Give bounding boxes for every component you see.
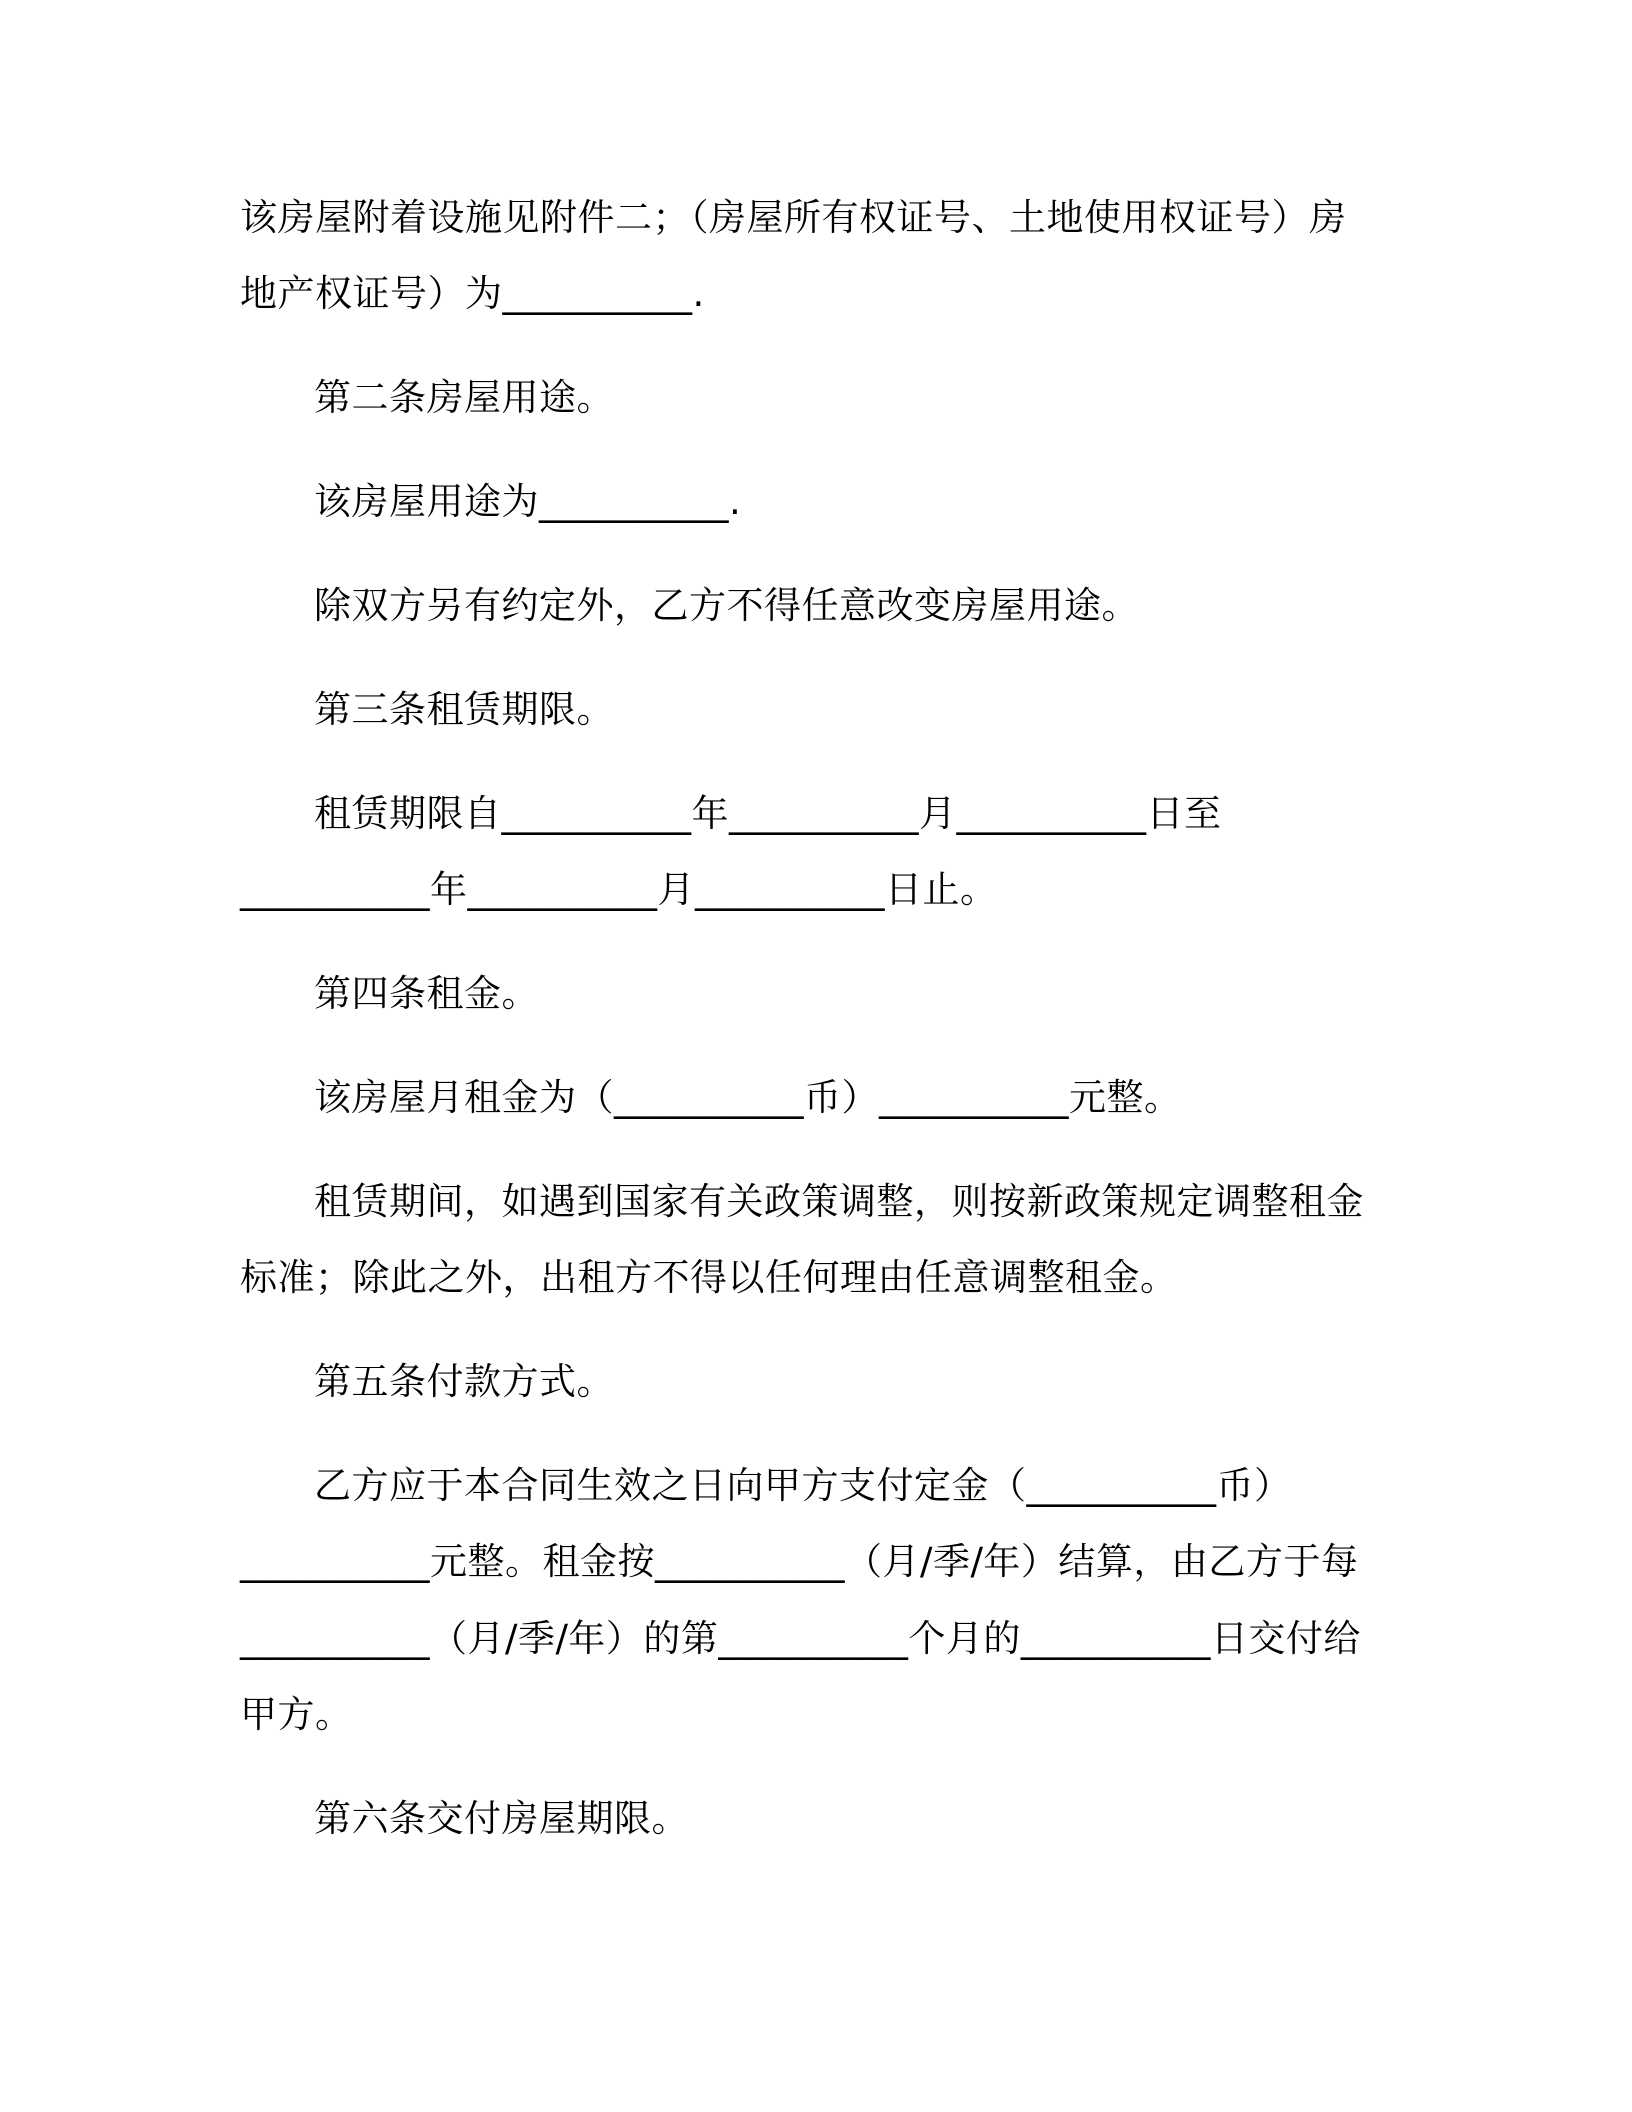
clause-heading: 第三条租赁期限。 xyxy=(314,688,614,731)
text-line: 乙方应于本合同生效之日向甲方支付定金（__________币） xyxy=(314,1464,1292,1507)
text-line: 该房屋用途为__________. xyxy=(314,480,742,523)
text-line: 标准；除此之外，出租方不得以任何理由任意调整租金。 xyxy=(240,1256,1178,1299)
text-line: 租赁期间，如遇到国家有关政策调整，则按新政策规定调整租金 xyxy=(314,1180,1364,1223)
text-line: __________（月/季/年）的第__________个月的__________日交付给 xyxy=(240,1617,1361,1660)
text-line: 甲方。 xyxy=(240,1693,353,1736)
clause-heading: 第五条付款方式。 xyxy=(314,1360,614,1403)
text-line: 租赁期限自__________年__________月__________日至 xyxy=(314,792,1222,835)
text-line: __________元整。租金按__________（月/季/年）结算，由乙方于每 xyxy=(240,1540,1359,1583)
text-line: __________年__________月__________日止。 xyxy=(240,868,998,911)
clause-heading: 第二条房屋用途。 xyxy=(314,376,614,419)
clause-heading: 第六条交付房屋期限。 xyxy=(314,1797,689,1840)
clause-heading: 第四条租金。 xyxy=(314,972,539,1015)
text-line: 该房屋附着设施见附件二；（房屋所有权证号、土地使用权证号）房 xyxy=(240,196,1347,239)
text-line: 该房屋月租金为（__________币）__________元整。 xyxy=(314,1076,1182,1119)
text-line: 除双方另有约定外，乙方不得任意改变房屋用途。 xyxy=(314,584,1139,627)
text-line: 地产权证号）为__________. xyxy=(240,272,705,315)
